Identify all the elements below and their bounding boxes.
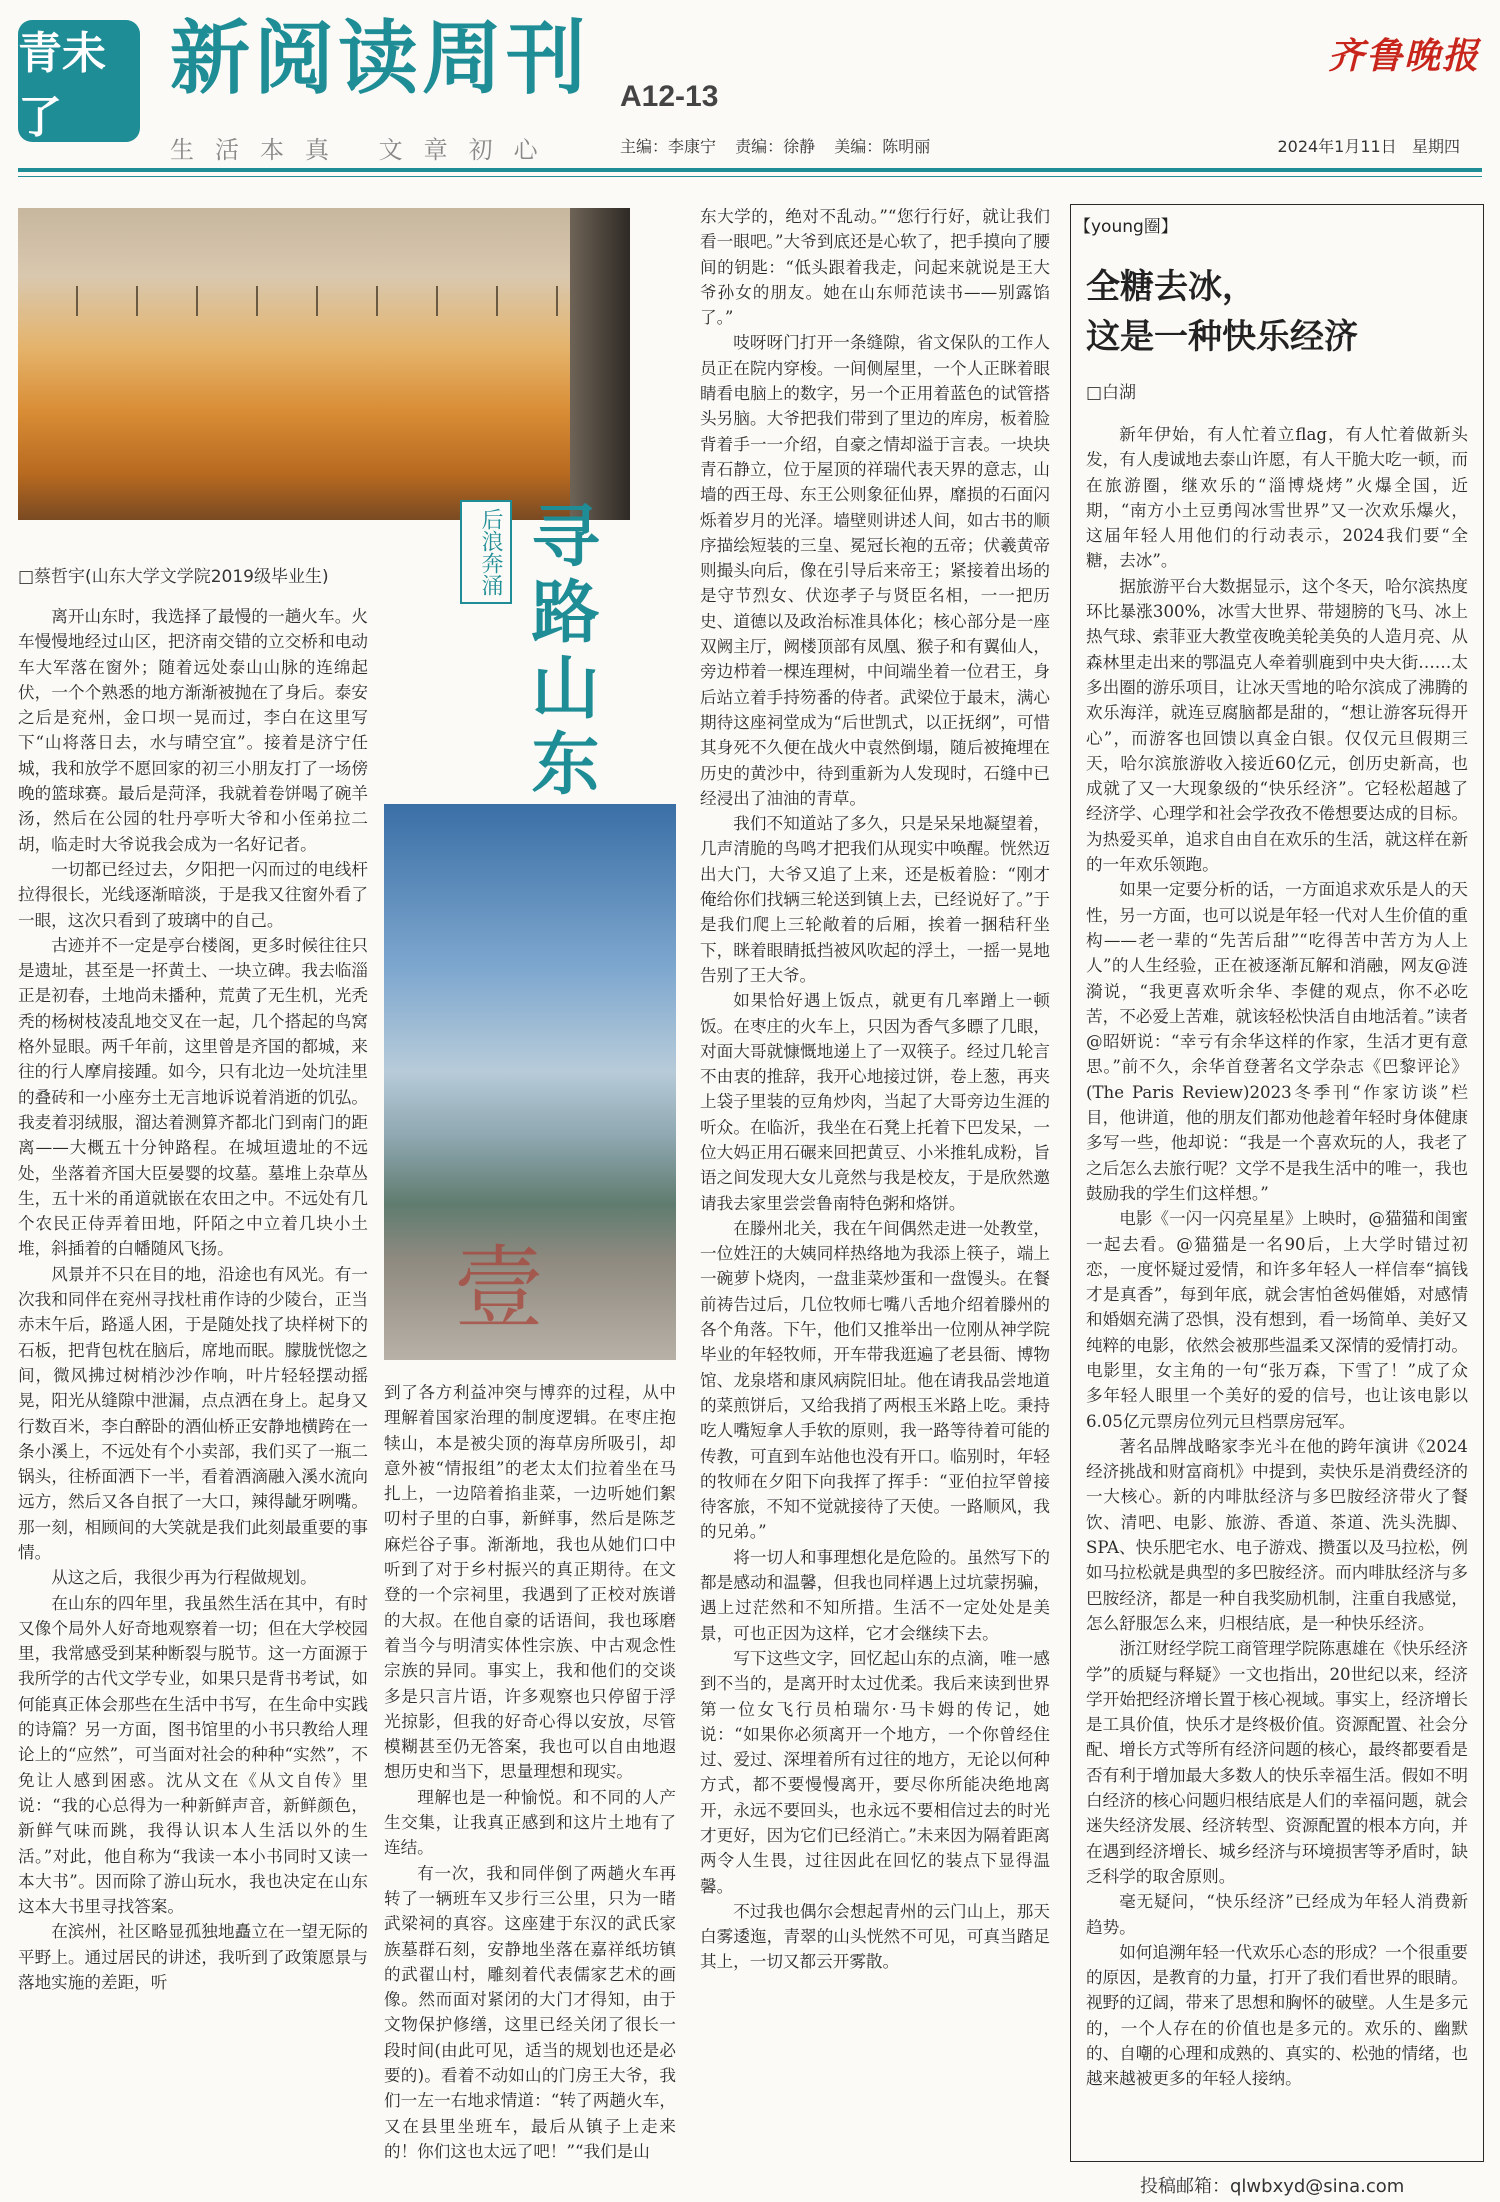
paragraph: 著名品牌战略家李光斗在他的跨年演讲《2024经济挑战和财富商机》中提到，卖快乐是消费经济的一大核心。新的内啡肽经济与多巴胺经济带火了餐饮、清吧、电影、旅游、香道、茶道、洗头洗脚、SPA、快乐肥宅水、电子游戏、攒蛋以及马拉松，例如马拉松就是典型的多巴胺经济。而内啡肽经济与多巴胺经济，都是一种自我奖励机制，注重自我感觉，怎么舒服怎么来，归根结底，是一种快乐经济。: [1086, 1436, 1468, 1633]
header-rule-thin: [18, 176, 1482, 177]
train-window-photo: [18, 208, 630, 520]
paragraph: 新年伊始，有人忙着立flag，有人忙着做新头发，有人虔诚地去泰山许愿，有人干脆大吃一顿，而在旅游圈，继欢乐的“淄博烧烤”火爆全国，近期，“南方小土豆勇闯冰雪世界”又一次欢乐爆火，这届年轻人用他们的行动表示，2024我们要“全糖，去冰”。: [1086, 425, 1468, 571]
paragraph: 理解也是一种愉悦。和不同的人产生交集，让我真正感到和这片土地有了连结。: [384, 1787, 676, 1858]
paragraph: 有一次，我和同伴倒了两趟火车再转了一辆班车又步行三公里，只为一睹武梁祠的真容。这座建于东汉的武氏家族墓群石刻，安静地坐落在嘉祥纸坊镇的武翟山村，雕刻着代表儒家艺术的画像。然而面对紧闭的大门才得知，由于文物保护修缮，这里已经关闭了很长一段时间(由此可见，适当的规划也还是必要的)。看着不动如山的门房王大爷，我们一左一右地求情道：“转了两趟火车，又在县里坐班车，最后从镇子上走来的！你们这也太远了吧！”“我们是山: [384, 1863, 676, 2161]
paragraph: 到了各方利益冲突与博弈的过程，从中理解着国家治理的制度逻辑。在枣庄抱犊山，本是被尖顶的海草房所吸引，却意外被“情报组”的老太太们拉着坐在马扎上，一边陪着掐韭菜，一边听她们絮叨村子里的白事，新鲜事，然后是陈芝麻烂谷子事。渐渐地，我也从她们口中听到了对于乡村振兴的真正期待。在文登的一个宗祠里，我遇到了正校对族谱的大叔。在他自豪的话语间，我也琢磨着当今与明清实体性宗族、中古观念性宗族的异同。事实上，我和他们的交谈多是只言片语，许多观察也只停留于浮光掠影，但我的好奇心得以安放，尽管模糊甚至仍无答案，我也可以自由地遐想历史和当下，思量理想和现实。: [384, 1383, 676, 1782]
article-column-2: [384, 1380, 676, 2164]
paragraph: 一切都已经过去，夕阳把一闪而过的电线杆拉得很长，光线逐渐暗淡，于是我又往窗外看了一眼，这次只看到了玻璃中的自己。: [18, 859, 368, 930]
paragraph: 在滨州，社区略显孤独地矗立在一望无际的平野上。通过居民的讲述，我听到了政策愿景与落地实施的差距，听: [18, 1922, 368, 1993]
chief-editor: 主编：李康宁: [620, 137, 717, 156]
sidebar-byline: □白湖: [1086, 383, 1137, 403]
header-rule: [18, 168, 1482, 172]
editor-credits: [620, 134, 944, 157]
column-tag: 【young圈】: [1074, 217, 1178, 237]
paragraph: 不过我也偶尔会想起青州的云门山上，那天白雾逶迤，青翠的山头恍然不可见，可真当踏足其上，一切又都云开雾散。: [700, 1901, 1050, 1972]
paragraph: 将一切人和事理想化是危险的。虽然写下的都是感动和温馨，但我也同样遇上过坑蒙拐骗，遇上过茫然和不知所措。生活不一定处处是美景，可也正因为这样，它才会继续下去。: [700, 1547, 1050, 1643]
submission-email: 投稿邮箱：qlwbxyd@sina.com: [1140, 2176, 1405, 2197]
issue-date: 2024年1月11日: [1277, 137, 1397, 156]
art-editor: 美编：陈明丽: [834, 137, 931, 156]
page-number: A12-13: [620, 80, 719, 113]
paragraph: 风景并不只在目的地，沿途也有风光。有一次我和同伴在兖州寻找杜甫作诗的少陵台，正当赤末午后，路遥人困，于是随处找了块样树下的石板，把背包枕在脑后，席地而眠。朦胧恍惚之间，微风拂过树梢沙沙作响，叶片轻轻摆动摇晃，阳光从缝隙中泄漏，点点洒在身上。起身又行数百米，李白醉卧的酒仙桥正安静地横跨在一条小溪上，不远处有个小卖部，我们买了一瓶二锅头，往桥面洒下一半，看着酒滴融入溪水流向远方，然后又各自抿了一大口，辣得龇牙咧嘴。那一刻，相顾间的大笑就是我们此刻最重要的事情。: [18, 1264, 368, 1562]
paragraph: 在滕州北关，我在午间偶然走进一处教堂，一位姓汪的大姨同样热络地为我添上筷子，端上一碗萝卜烧肉，一盘韭菜炒蛋和一盘馒头。在餐前祷告过后，几位牧师七嘴八舌地介绍着滕州的各个角落。下午，他们又推举出一位刚从神学院毕业的年轻牧师，开车带我逛遍了老县衙、博物馆、龙泉塔和康风病院旧址。他在请我品尝地道的菜煎饼后，又给我捎了两根玉米路上吃。秉持吃人嘴短拿人手软的原则，我一路等待着可能的传教，可直到车站他也没有开口。临别时，年轻的牧师在夕阳下向我挥了挥手：“亚伯拉罕曾接待客旅，不知不觉就接待了天使。一路顺风，我的兄弟。”: [700, 1218, 1050, 1542]
photo-window-frame: [570, 208, 630, 520]
paragraph: 如果一定要分析的话，一方面追求欢乐是人的天性，另一方面，也可以说是年轻一代对人生价值的重构——老一辈的“先苦后甜”“吃得苦中苦方为人上人”的人生经验，正在被逐渐瓦解和消融，网友@涟漪说，“我更喜欢听余华、李健的观点，你不必吃苦，不必爱上苦难，就该轻松快活自由地活着。”读者@昭妍说：“幸亏有余华这样的作家，生活才更有意思。”前不久，余华首登著名文学杂志《巴黎评论》(The Paris Review)2023冬季刊“作家访谈”栏目，他讲道，他的朋友们都劝他趁着年轻时身体健康多写一些，他却说：“我是一个喜欢玩的人，我老了之后怎么去旅行呢？文学不是我生活中的唯一，我也鼓励我的学生们这样想。”: [1086, 880, 1468, 1203]
paragraph: 浙江财经学院工商管理学院陈惠雄在《快乐经济学”的质疑与释疑》一文也指出，20世纪以来，经济学开始把经济增长置于核心视域。事实上，经济增长是工具价值，快乐才是终极价值。资源配置、社会分配、增长方式等所有经济问题的核心，最终都要看是否有利于增加最大多数人的快乐幸福生活。假如不明白经济的核心问题归根结底是人们的幸福问题，就会迷失经济发展、经济转型、资源配置的根本方向，并在遇到经济增长、城乡经济与环境损害等矛盾时，缺乏科学的取舍原则。: [1086, 1639, 1468, 1886]
paragraph: 从这之后，我很少再为行程做规划。: [51, 1568, 317, 1588]
logo: 青未了: [18, 20, 140, 142]
paragraph: 古迹并不一定是亭台楼阁，更多时候往往只是遗址，甚至是一抔黄土、一块立碑。我去临淄正是初春，土地尚未播种，荒黄了无生机，光秃秃的杨树枝凌乱地交叉在一起，几个搭起的鸟窝格外显眼。两千年前，这里曾是齐国的都城，来往的行人摩肩接踵。如今，只有北边一处坑洼里的叠砖和一小座夯土无言地诉说着消逝的饥弘。我麦着羽绒服，溜达着测算齐都北门到南门的距离——大概五十分钟路程。在城垣遗址的不远处，坐落着齐国大臣晏婴的坟墓。墓堆上杂草丛生，五十米的甬道就嵌在农田之中。不远处有几个农民正侍弄着田地，阡陌之中立着几块小土堆，斜插着的白幡随风飞扬。: [18, 935, 368, 1259]
paragraph: 如何追溯年轻一代欢乐心态的形成？一个很重要的原因，是教育的力量，打开了我们看世界的眼睛。视野的辽阔，带来了思想和胸怀的破壁。人生是多元的，一个人存在的价值也是多元的。欢乐的、幽默的、自嘲的心理和成熟的、真实的、松弛的情绪，也越来越被更多的年轻人接纳。: [1086, 1942, 1468, 2089]
responsible-editor: 责编：徐静: [735, 137, 816, 156]
weekday: 星期四: [1411, 137, 1460, 156]
paragraph: 写下这些文字，回忆起山东的点滴，唯一感到不当的，是离开时太过优柔。我后来读到世界第一位女飞行员柏瑞尔·马卡姆的传记，她说：“如果你必须离开一个地方，一个你曾经住过、爱过、深埋着所有过往的地方，无论以何种方式，都不要慢慢离开，要尽你所能决绝地离开，永远不要回头，也永远不要相信过去的时光才更好，因为它们已经消亡。”未来因为隔着距离两令人生畏，过往因此在回忆的装点下显得温馨。: [700, 1648, 1050, 1896]
article-column-3: [700, 204, 1050, 1975]
paragraph: 吱呀呀门打开一条缝隙，省文保队的工作人员正在院内穿梭。一间侧屋里，一个人正眯着眼睛看电脑上的数字，另一个正用着蓝色的试管搭头另脑。大爷把我们带到了里边的库房，板着脸背着手一一介绍，自豪之情却溢于言表。一块块青石静立，位于屋顶的祥瑞代表天界的意志，山墙的西王母、东王公则象征仙界，靡损的石面闪烁着岁月的光泽。墙壁则讲述人间，如古书的顺序描绘短装的三皇、冕冠长袍的五帝；伏羲黄帝则撮头向后，像在引导后来帝王；紧接着出场的是守节烈女、伏迩孝子与贤臣名相，一一把历史、道德以及政治标准具体化；核心部分是一座双阙主厅，阙楼顶部有凤凰、猴子和有翼仙人，旁边栉着一棵连理树，中间端坐着一位君王，身后站立着手持笏番的侍者。武梁位于最末，满心期待这座祠堂成为“后世凯式，以正抚纲”，可惜其身死不久便在战火中袁然倒塌，随后被掩埋在历史的黄沙中，待到重新为人发现时，石缝中已经浸出了油油的青草。: [700, 333, 1050, 808]
paragraph: 电影《一闪一闪亮星星》上映时，@猫猫和闺蜜一起去看。@猫猫是一名90后，上大学时错过初恋，一度怀疑过爱情，和许多年轻人一样信奉“搞钱才是真香”，每到年底，就会害怕爸妈催婚，对感情和婚姻充满了恐惧，没有想到，看一场简单、美好又纯粹的电影，依然会被那些温柔又深情的爱情打动。电影里，女主角的一句“张万森，下雪了！”成了众多年轻人眼里一个美好的爱的信号，也让该电影以6.05亿元票房位列元旦档票房冠军。: [1086, 1209, 1468, 1431]
stone-inscription: 壹: [454, 1236, 544, 1341]
paragraph: 据旅游平台大数据显示，这个冬天，哈尔滨热度环比暴涨300%，冰雪大世界、带翅膀的飞马、冰上热气球、索菲亚大教堂夜晚美轮美奂的人造月亮、从森林里走出来的鄂温克人牵着驯鹿到中央大街……太多出圈的游乐项目，让冰天雪地的哈尔滨成了沸腾的欢乐海洋，就连豆腐脑都是甜的，“想让游客玩得开心”，而游客也回馈以真金白银。仅仅元旦假期三天，哈尔滨旅游收入接近60亿元，创历史新高，也成就了又一大现象级的“快乐经济”。它轻松超越了经济学、心理学和社会学孜孜不倦想要达成的目标。为热爱买单，追求自由自在欢乐的生活，就这样在新的一年欢乐领跑。: [1086, 576, 1468, 875]
article-byline: □蔡哲宇(山东大学文学院2019级毕业生): [18, 567, 329, 587]
sidebar-article-title: [1086, 262, 1358, 362]
paragraph: 如果恰好遇上饭点，就更有几率蹭上一顿饭。在枣庄的火车上，只因为香气多瞟了几眼，对面大哥就慷慨地递上了一双筷子。经过几轮言不由衷的推辞，我开心地接过饼，卷上葱，再夹上袋子里装的豆角炒肉，当起了大哥旁边生涯的听众。在临沂，我坐在石凳上托着下巴发呆，一位大妈正用石碾来回把黄豆、小米推轧成粉，旨语之间发现大女儿竟然与我是校友，于是欣然邀请我去家里尝尝鲁南特色粥和烙饼。: [700, 991, 1050, 1213]
section-kicker: 后浪奔涌: [460, 500, 512, 604]
title-line-2: 这是一种快乐经济: [1086, 317, 1358, 357]
paragraph: 我们不知道站了多久，只是呆呆地凝望着，几声清脆的鸟鸣才把我们从现实中唤醒。恍然迈出大门，大爷又追了上来，还是板着脸：“刚才俺给你们找辆三轮送到镇上去，已经说好了。”于是我们爬上三轮敞着的后厢，挨着一捆秸秆坐下，眯着眼睛抵挡被风吹起的浮土，一摇一晃地告别了王大爷。: [700, 814, 1050, 985]
article-column-1: [18, 604, 368, 1995]
slogan: 生活本真 文章初心: [170, 136, 559, 164]
photo-pole-stripes: [18, 286, 630, 316]
paragraph: 毫无疑问，“快乐经济”已经成为年轻人消费新趋势。: [1086, 1892, 1468, 1937]
article-title: 寻路山东: [520, 500, 600, 804]
newspaper-brand: 齐鲁晚报: [1327, 35, 1480, 77]
masthead-title: 新阅读周刊: [170, 11, 590, 105]
paragraph: 在山东的四年里，我虽然生活在其中，有时又像个局外人好奇地观察着一切；但在大学校园里，我常感受到某种断裂与脱节。这一方面源于我所学的古代文学专业，如果只是背书考试，如何能真正体会那些在生活中书写，在生命中实践的诗篇？另一方面，图书馆里的小书只教给人理论上的“应然”，可当面对社会的种种“实然”，不免让人感到困惑。沈从文在《从文自传》里说：“我的心总得为一种新鲜声音，新鲜颜色，新鲜气味而跳，我得认识本人生活以外的生活。”对此，他自称为“我读一本小书同时又读一本大书”。因而除了游山玩水，我也决定在山东这本大书里寻找答案。: [18, 1593, 368, 1917]
paragraph: 离开山东时，我选择了最慢的一趟火车。火车慢慢地经过山区，把济南交错的立交桥和电动车大军落在窗外；随着远处泰山山脉的连绵起伏，一个个熟悉的地方渐渐被抛在了身后。泰安之后是兖州，金口坝一晃而过，李白在这里写下“山将落日去，水与晴空宜”。接着是济宁任城，我和放学不愿回家的初三小朋友打了一场傍晚的篮球赛。最后是菏泽，我就着卷饼喝了碗羊汤，然后在公园的牡丹亭听大爷和小侄弟拉二胡，临走时大爷说我会成为一名好记者。: [18, 607, 368, 854]
paragraph: 东大学的，绝对不乱动。”“您行行好，就让我们看一眼吧。”大爷到底还是心软了，把手摸向了腰间的钥匙：“低头跟着我走，问起来就说是王大爷孙女的朋友。她在山东师范读书——别露馅了。”: [700, 207, 1050, 328]
mountain-photo: [384, 804, 676, 1360]
sidebar-article-body: [1086, 422, 1468, 2092]
title-line-1: 全糖去冰，: [1086, 267, 1256, 307]
dateline: [1277, 134, 1460, 157]
